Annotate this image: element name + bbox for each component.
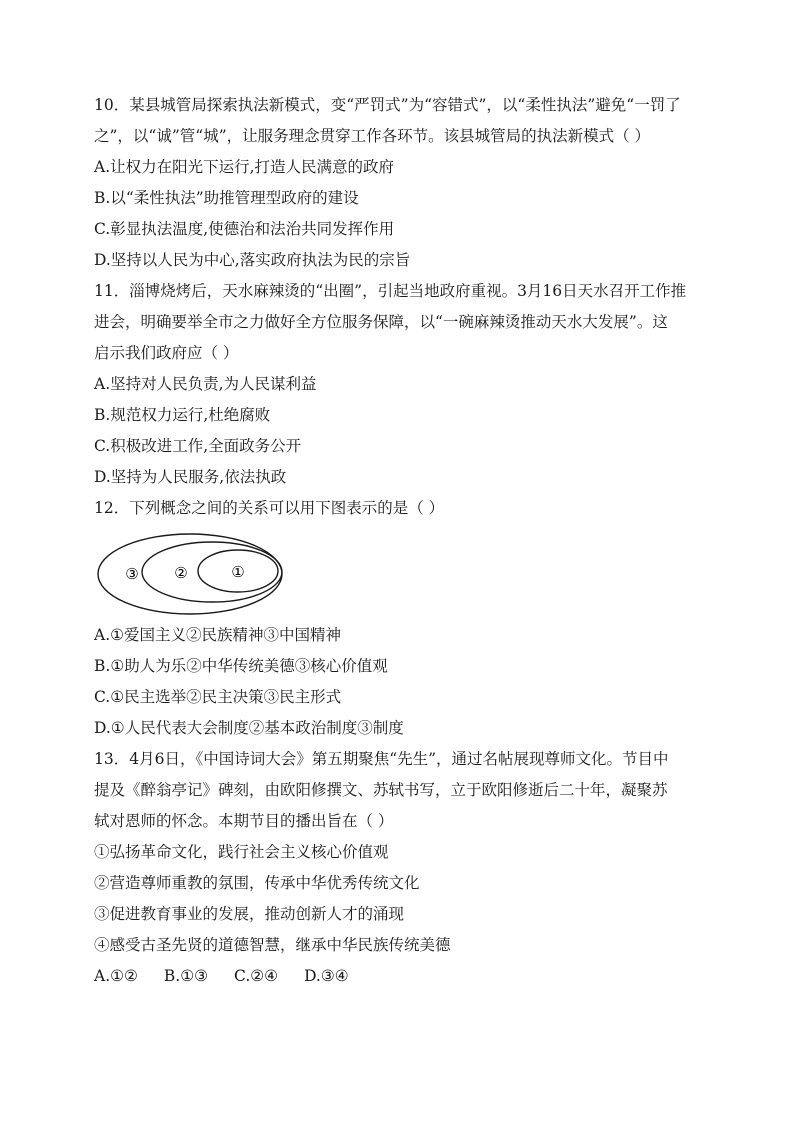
option-b[interactable]: B.①③ [163,967,209,985]
option-b[interactable]: B.以“柔性执法”助推管理型政府的建设 [94,189,359,207]
option-a[interactable]: A.①爱国主义②民族精神③中国精神 [94,626,342,644]
statement-3: ③促进教育事业的发展，推动创新人才的涌现 [94,905,405,923]
question-stem-line: 之”，以“诚”管“城”，让服务理念贯穿工作各环节。该县城管局的执法新模式（ ） [94,127,651,145]
question-stem-line: 10．某县城管局探索执法新模式，变“严罚式”为“容错式”，以“柔性执法”避免“一罚了 [94,96,681,114]
option-d[interactable]: D.③④ [304,967,349,985]
statement-1: ①弘扬革命文化，践行社会主义核心价值观 [94,843,389,861]
option-d[interactable]: D.①人民代表大会制度②基本政治制度③制度 [94,719,404,737]
question-12 [94,493,704,744]
exam-page [94,90,704,992]
option-c[interactable]: C.①民主选举②民主决策③民主形式 [94,688,342,706]
statement-4: ④感受古圣先贤的道德智慧，继承中华民族传统美德 [94,936,451,954]
question-11 [94,276,704,493]
option-b[interactable]: B.①助人为乐②中华传统美德③核心价值观 [94,657,388,675]
question-stem-line: 13．4月6日，《中国诗词大会》第五期聚焦“先生”，通过名帖展现尊师文化。节目中 [94,750,669,768]
option-c[interactable]: C.积极改进工作,全面政务公开 [94,437,302,455]
question-stem-line: 轼对恩师的怀念。本期节目的播出旨在（ ） [94,812,394,830]
option-a[interactable]: A.坚持对人民负责,为人民谋利益 [94,375,317,393]
nested-ellipses-diagram [94,528,704,620]
question-10 [94,90,704,276]
diagram-label-1: ① [231,563,245,581]
diagram-label-3: ③ [125,565,139,583]
question-stem-line: 启示我们政府应（ ） [94,344,239,362]
question-stem-line: 11．淄博烧烤后，天水麻辣烫的“出圈”，引起当地政府重视。3月16日天水召开工作推 [94,282,687,300]
ellipse-diagram-svg [96,530,286,618]
option-d[interactable]: D.坚持以人民为中心,落实政府执法为民的宗旨 [94,251,411,269]
question-stem-line: 进会，明确要举全市之力做好全方位服务保障，以“一碗麻辣烫推动天水大发展”。这 [94,313,668,331]
diagram-label-2: ② [174,564,188,582]
question-stem-line: 12．下列概念之间的关系可以用下图表示的是（ ） [94,499,445,517]
option-c[interactable]: C.②④ [234,967,279,985]
option-b[interactable]: B.规范权力运行,杜绝腐败 [94,406,271,424]
option-c[interactable]: C.彰显执法温度,使德治和法治共同发挥作用 [94,220,395,238]
option-d[interactable]: D.坚持为人民服务,依法执政 [94,468,287,486]
inline-options [94,961,704,992]
option-a[interactable]: A.①② [94,967,138,985]
question-13 [94,744,704,992]
middle-ellipse [142,542,282,602]
statement-2: ②营造尊师重教的氛围，传承中华优秀传统文化 [94,874,420,892]
option-a[interactable]: A.让权力在阳光下运行,打造人民满意的政府 [94,158,395,176]
question-stem-line: 提及《醉翁亭记》碑刻，由欧阳修撰文、苏轼书写，立于欧阳修逝后二十年，凝聚苏 [94,781,668,799]
